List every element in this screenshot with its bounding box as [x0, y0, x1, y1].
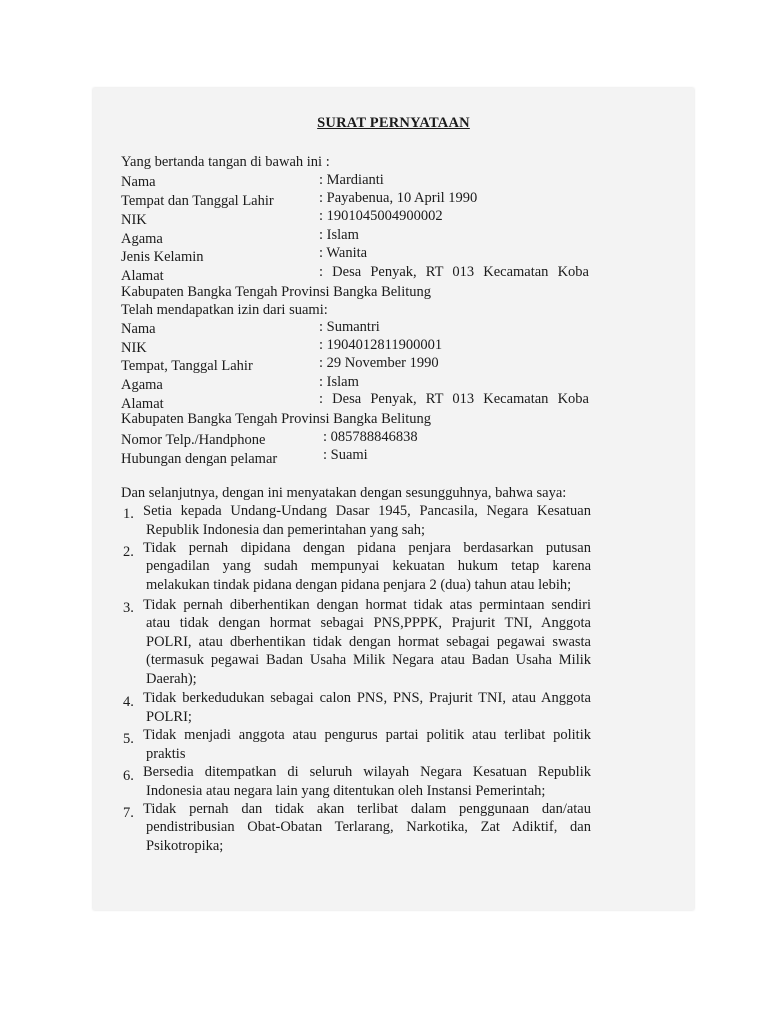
spouse-address-label: Alamat [121, 396, 164, 412]
applicant-gender-label: Jenis Kelamin [121, 249, 204, 265]
document-title: SURAT PERNYATAAN [317, 115, 470, 131]
spouse-name-label: Nama [121, 321, 156, 337]
applicant-gender-value: : Wanita [319, 245, 368, 261]
statement-line: Tidak pernah dipidana dengan pidana penjara berdasarkan putusan [143, 540, 591, 556]
applicant-nik-value: : 1901045004900002 [319, 208, 443, 224]
applicant-name-label: Nama [121, 174, 156, 190]
statement-line: Setia kepada Undang-Undang Dasar 1945, Pancasila, Negara Kesatuan [143, 503, 591, 519]
spouse-phone-value: : 085788846838 [323, 429, 418, 445]
spouse-name-value: : Sumantri [319, 319, 380, 335]
statement-number: 7. [123, 805, 134, 821]
statement-line: Bersedia ditempatkan di seluruh wilayah Negara Kesatuan Republik [143, 764, 591, 780]
statement-line: Tidak pernah diberhentikan dengan hormat tidak atas permintaan sendiri [143, 597, 591, 613]
document-page [93, 88, 694, 910]
statement-line: pengadilan yang sudah mempunyai kekuatan hukum tetap karena [146, 558, 591, 574]
spouse-birth-value: : 29 November 1990 [319, 355, 439, 371]
statement-number: 5. [123, 731, 134, 747]
spouse-address-continued: Kabupaten Bangka Tengah Provinsi Bangka Belitung [121, 411, 432, 427]
statement-line: Daerah); [146, 671, 197, 687]
applicant-address-continued: Kabupaten Bangka Tengah Provinsi Bangka Belitung [121, 284, 432, 300]
statement-number: 1. [123, 506, 134, 522]
spouse-relation-value: : Suami [323, 447, 368, 463]
applicant-birth-value: : Payabenua, 10 April 1990 [319, 190, 478, 206]
statement-line: POLRI; [146, 709, 192, 725]
statement-line: pendistribusian Obat-Obatan Terlarang, Narkotika, Zat Adiktif, dan [146, 819, 591, 835]
statement-line: melakukan tindak pidana dengan pidana penjara 2 (dua) tahun atau lebih; [146, 577, 572, 593]
spouse-religion-value: : Islam [319, 374, 359, 390]
spouse-relation-label: Hubungan dengan pelamar [121, 451, 278, 467]
statement-line: Tidak menjadi anggota atau pengurus partai politik atau terlibat politik [143, 727, 591, 743]
spouse-religion-label: Agama [121, 377, 163, 393]
spouse-address-value [319, 391, 589, 408]
applicant-religion-label: Agama [121, 231, 163, 247]
intro-text: Yang bertanda tangan di bawah ini : [121, 154, 330, 170]
statement-intro: Dan selanjutnya, dengan ini menyatakan dengan sesungguhnya, bahwa saya: [121, 485, 567, 501]
spouse-phone-label: Nomor Telp./Handphone [121, 432, 266, 448]
statement-number: 2. [123, 544, 134, 560]
statement-number: 3. [123, 600, 134, 616]
applicant-religion-value: : Islam [319, 227, 359, 243]
spouse-nik-label: NIK [121, 340, 147, 356]
spouse-intro: Telah mendapatkan izin dari suami: [121, 302, 328, 318]
statement-line: POLRI, atau dberhentikan tidak dengan hormat sebagai pegawai swasta [146, 634, 591, 650]
applicant-nik-label: NIK [121, 212, 147, 228]
statement-line: atau tidak dengan hormat sebagai PNS,PPPK, Prajurit TNI, Anggota [146, 615, 591, 631]
spouse-birth-label: Tempat, Tanggal Lahir [121, 358, 253, 374]
applicant-address-value [319, 264, 589, 281]
applicant-birth-label: Tempat dan Tanggal Lahir [121, 193, 274, 209]
statement-line: Indonesia atau negara lain yang ditentukan oleh Instansi Pemerintah; [146, 783, 546, 799]
statement-line: (termasuk pegawai Badan Usaha Milik Negara atau Badan Usaha Milik [146, 652, 591, 668]
statement-line: Tidak pernah dan tidak akan terlibat dalam penggunaan dan/atau [143, 801, 591, 817]
applicant-address-label: Alamat [121, 268, 164, 284]
statement-line: praktis [146, 746, 186, 762]
spouse-address-text: : Desa Penyak, RT 013 Kecamatan Koba [319, 391, 589, 407]
spouse-nik-value: : 1904012811900001 [319, 337, 443, 353]
applicant-address-text: : Desa Penyak, RT 013 Kecamatan Koba [319, 264, 589, 280]
document-content [93, 88, 694, 910]
statement-line: Republik Indonesia dan pemerintahan yang sah; [146, 522, 426, 538]
statement-line: Tidak berkedudukan sebagai calon PNS, PNS, Prajurit TNI, atau Anggota [143, 690, 591, 706]
statement-number: 6. [123, 768, 134, 784]
statement-line: Psikotropika; [146, 838, 224, 854]
statement-number: 4. [123, 694, 134, 710]
applicant-name-value: : Mardianti [319, 172, 384, 188]
